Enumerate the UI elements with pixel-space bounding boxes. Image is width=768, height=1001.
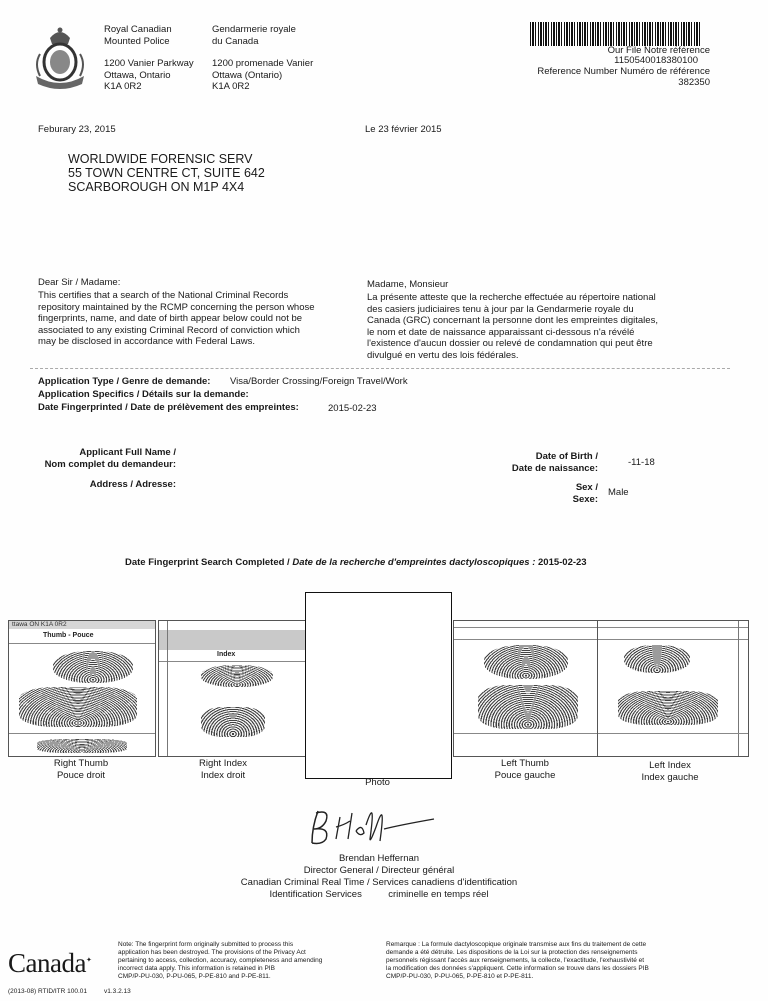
our-file-value: 1150540018380100 — [614, 55, 698, 66]
left-index-print-top — [624, 645, 690, 673]
address-fr: 1200 promenade Vanier Ottawa (Ontario) K1A 0R2 — [212, 58, 314, 92]
version-number: v1.3.2.13 — [104, 988, 131, 995]
recipient-line-2: 55 TOWN CENTRE CT, SUITE 642 — [68, 166, 265, 180]
service-line-1: Canadian Criminal Real Time / Services canadiens d'identification — [240, 877, 518, 888]
application-type-value: Visa/Border Crossing/Foreign Travel/Work — [230, 376, 408, 387]
dob-value: -11-18 — [628, 457, 655, 468]
search-completed-label-en: Date Fingerprint Search Completed / — [125, 557, 290, 568]
search-completed-line — [125, 557, 587, 569]
right-index-print — [201, 707, 265, 737]
signatory-name: Brendan Heffernan — [338, 853, 420, 864]
rcmp-crest-icon — [30, 24, 90, 94]
date-fingerprinted-label: Date Fingerprinted / Date de prélèvement des empreintes: — [38, 402, 299, 413]
dob-label: Date of Birth / Date de naissance: — [511, 451, 598, 474]
right-index-print-top — [201, 665, 273, 687]
salutation-fr: Madame, Monsieur — [367, 279, 449, 290]
right-thumb-caption: Right Thumb Pouce droit — [53, 758, 109, 781]
address-en: 1200 Vanier Parkway Ottawa, Ontario K1A 0R2 — [104, 58, 194, 92]
right-thumb-print-bottom — [37, 739, 127, 753]
left-thumb-caption: Left Thumb Pouce gauche — [494, 758, 556, 781]
service-line-2: Identification Services criminelle en temps réel — [269, 889, 489, 900]
org-name-fr: Gendarmerie royale du Canada — [212, 24, 296, 47]
reference-number-value: 382350 — [678, 77, 710, 88]
left-thumb-print — [478, 685, 578, 729]
right-thumb-print — [19, 687, 137, 727]
card-header-text: ttawa ON K1A 0R2 — [9, 621, 155, 629]
org-name-en: Royal Canadian Mounted Police — [104, 24, 172, 47]
photo-caption: Photo — [365, 777, 390, 788]
certification-text-fr: La présente atteste que la recherche effectuée au répertoire national des casiers judiciaires tenu à jour par la Gendarmerie royale du Canada (GRC) concernant la personne dont les empreintes digitales, le nom et date de naissance apparaissant ci-dessous n'a révélé l'existence d'aucun dossier ou relevé de condamnation qui peut être divulgué en vertu des lois fédérales. — [367, 292, 658, 361]
left-index-card — [597, 620, 749, 757]
right-thumb-print-top — [53, 651, 133, 683]
signatory-title: Director General / Directeur général — [303, 865, 455, 876]
canada-wordmark — [8, 948, 91, 979]
our-file-label: Our File Notre référence — [607, 45, 710, 56]
left-index-caption: Left Index Index gauche — [641, 760, 699, 783]
date-fr: Le 23 février 2015 — [365, 124, 442, 135]
recipient-line-1: WORLDWIDE FORENSIC SERV — [68, 152, 253, 166]
privacy-note-en: Note: The fingerprint form originally submitted to process this application has been destroyed. The provisions of the Privacy Act pertaining to access, collection, accuracy, completeness and amending incorrect data apply. This information is retained in PIB CMP/P-PU-030, P-PU-065, P-PE-810 and P-PE-811. — [118, 941, 323, 980]
certification-text-en: This certifies that a search of the National Criminal Records repository maintained by the RCMP concerning the person whose fingerprints, name, and date of birth appear below could not be associated to any existing Criminal Record of conviction which may be disclosed in accordance with Federal Laws. — [38, 290, 315, 347]
address-label: Address / Adresse: — [89, 479, 176, 490]
search-completed-value: 2015-02-23 — [538, 557, 587, 568]
privacy-note-fr: Remarque : La formule dactyloscopique originale transmise aux fins du traitement de cette demande a été détruite. Les dispositions de la Loi sur la protection des renseignements personnels régissant l'accès aux renseignements, la collecte, l'exactitude, l'exhaustivité et la modification des données s'appliquent. Cette information se trouve dans les dossiers PIB CMP/P-PU-030, P-PU-065, P-PE-810 et P-PE-811. — [386, 941, 649, 980]
thumb-label: Thumb - Pouce — [43, 632, 94, 639]
right-thumb-card — [8, 620, 156, 757]
barcode-icon — [530, 22, 700, 46]
card-shaded-header — [159, 630, 305, 650]
form-number: (2013-08) RTID/ITR 100.01 — [8, 988, 87, 995]
photo-box — [305, 592, 452, 779]
sex-value: Male — [608, 487, 629, 498]
right-index-card — [158, 620, 306, 757]
date-en: Feburary 23, 2015 — [38, 124, 116, 135]
salutation-en: Dear Sir / Madame: — [38, 277, 121, 288]
canada-flag-icon: ✦ — [85, 956, 92, 964]
date-fingerprinted-value: 2015-02-23 — [328, 403, 377, 414]
right-index-caption: Right Index Index droit — [198, 758, 248, 781]
recipient-line-3: SCARBOROUGH ON M1P 4X4 — [68, 180, 245, 194]
left-index-print — [618, 691, 718, 725]
handwritten-signature-icon — [300, 803, 440, 847]
application-type-label: Application Type / Genre de demande: — [38, 376, 211, 387]
index-label: Index — [217, 651, 236, 658]
application-specifics-label: Application Specifics / Détails sur la demande: — [38, 389, 249, 400]
applicant-name-label: Applicant Full Name / Nom complet du demandeur: — [44, 447, 176, 470]
reference-number-label: Reference Number Numéro de référence — [537, 66, 710, 77]
sex-label: Sex / Sexe: — [572, 482, 598, 505]
canada-wordmark-text: Canada — [8, 948, 86, 978]
search-completed-label-fr: Date de la recherche d'empreintes dactyloscopiques : — [292, 557, 536, 568]
divider-line — [30, 368, 730, 369]
left-thumb-card — [453, 620, 598, 757]
left-thumb-print-top — [484, 645, 568, 679]
